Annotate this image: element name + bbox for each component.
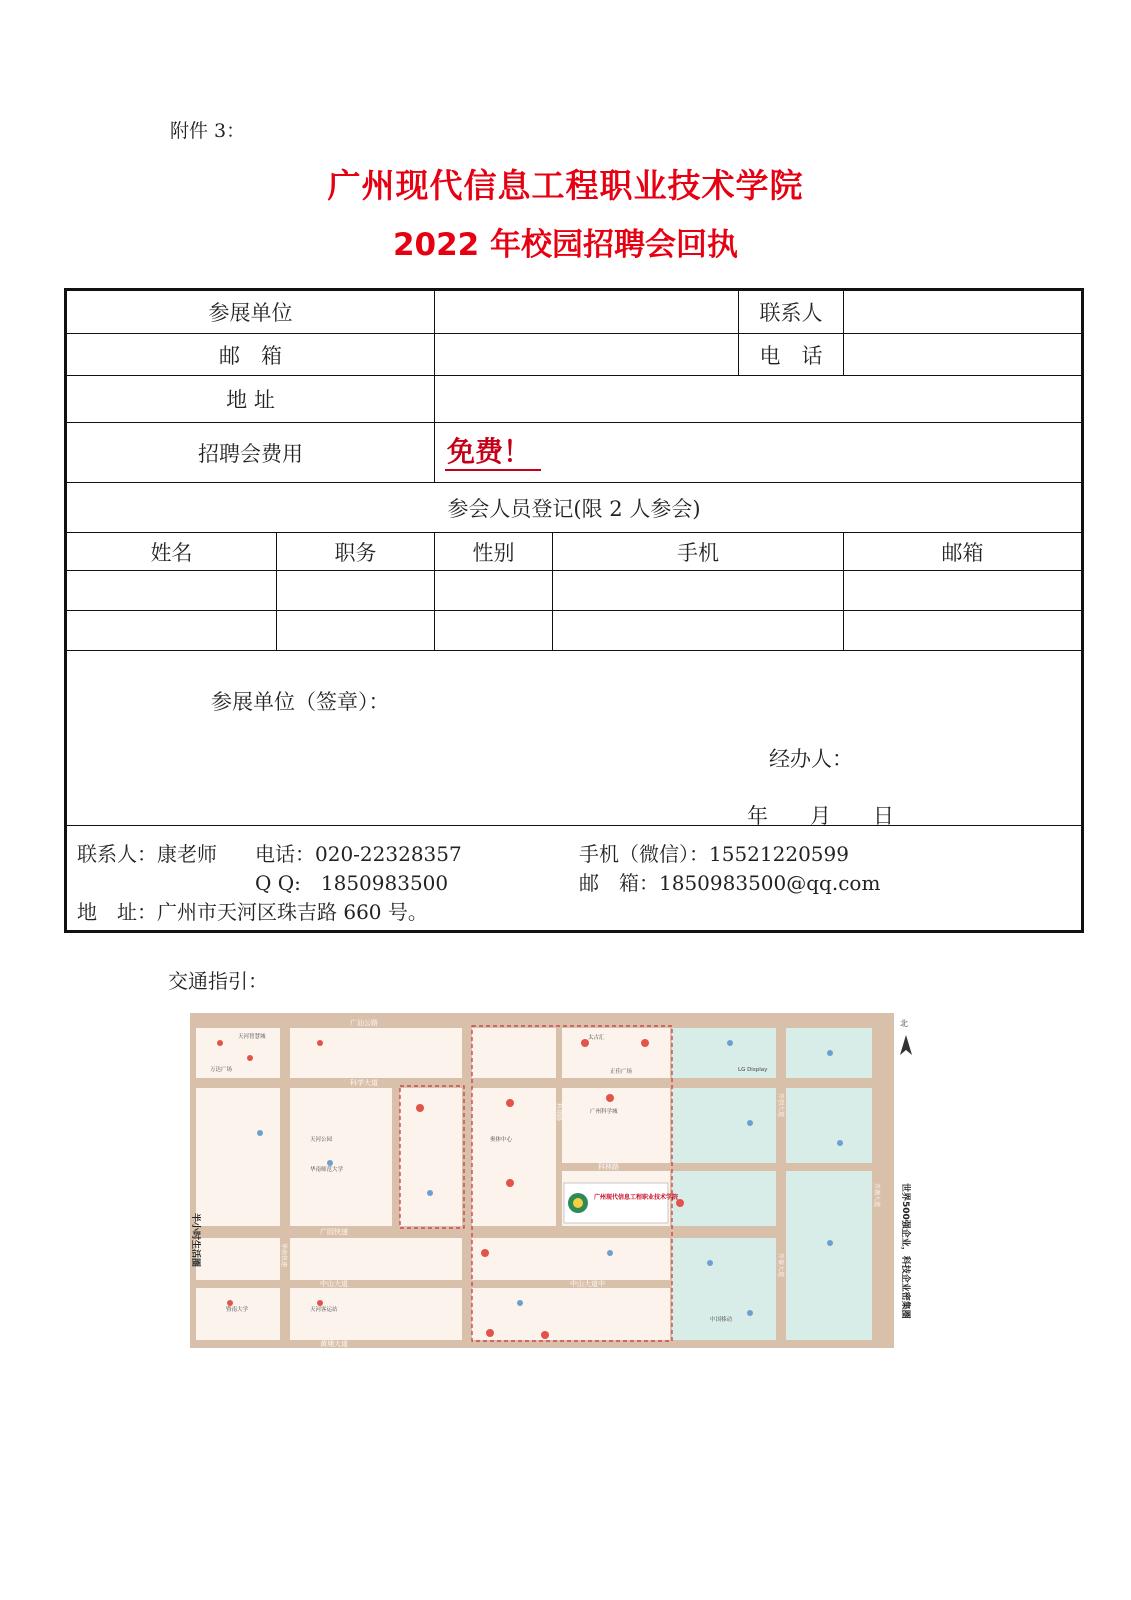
attendee-name-field[interactable] xyxy=(66,611,277,651)
place-label: 华南师范大学 xyxy=(310,1167,344,1173)
contact-person: 联系人：康老师 xyxy=(77,842,217,866)
attendee-mobile-field[interactable] xyxy=(553,571,844,611)
map-block xyxy=(672,1088,776,1163)
signature-area[interactable] xyxy=(66,651,1083,826)
school-name: 广州现代信息工程职业技术学院 xyxy=(594,1194,679,1201)
place-label: 暨南大学 xyxy=(226,1307,249,1313)
contact-address: 地 址：广州市天河区珠吉路 660 号。 xyxy=(77,900,428,924)
map-block xyxy=(672,1171,776,1226)
attendee-row xyxy=(66,571,1083,611)
contact-email: 邮 箱：1850983500@qq.com xyxy=(579,871,881,895)
fee-label: 招聘会费用 xyxy=(66,423,435,483)
contact-info xyxy=(66,826,1083,932)
attachment-label: 附件 3： xyxy=(170,120,246,142)
email-label: 邮 箱 xyxy=(66,334,435,376)
document-subtitle: 2022 年校园招聘会回执 xyxy=(392,227,739,263)
exhibitor-label: 参展单位 xyxy=(66,290,435,334)
map-block xyxy=(400,1088,462,1226)
north-arrow-icon xyxy=(900,1035,912,1055)
place-label: LG Display xyxy=(738,1067,768,1073)
contact-person-field[interactable] xyxy=(844,290,1083,334)
map-block xyxy=(290,1088,392,1226)
north-label: 北 xyxy=(900,1019,908,1028)
attendee-position-field[interactable] xyxy=(277,611,435,651)
attendee-header: 参会人员登记(限 2 人参会) xyxy=(66,483,1083,533)
exhibitor-field[interactable] xyxy=(435,290,739,334)
road-label: 开创大道 xyxy=(777,1093,784,1118)
document-title: 广州现代信息工程职业技术学院 xyxy=(327,166,804,205)
handler-label: 经办人： xyxy=(769,747,853,771)
attendee-email-field[interactable] xyxy=(844,611,1083,651)
place-label: 广州科学城 xyxy=(590,1109,618,1115)
road-label: 开泰大道 xyxy=(777,1253,784,1278)
address-field[interactable] xyxy=(435,376,1083,423)
attendee-row xyxy=(66,611,1083,651)
map-block xyxy=(786,1171,872,1340)
email-field[interactable] xyxy=(435,334,739,376)
traffic-map xyxy=(190,1013,918,1348)
map-block xyxy=(472,1028,556,1078)
phone-field[interactable] xyxy=(844,334,1083,376)
place-label: 天河智慧城 xyxy=(238,1034,266,1040)
left-caption: 半小时生活圈 xyxy=(190,1213,200,1268)
map-block xyxy=(472,1288,670,1340)
phone-label: 电 话 xyxy=(739,334,844,376)
traffic-label: 交通指引： xyxy=(168,969,268,993)
map-block xyxy=(196,1288,280,1340)
map-block xyxy=(672,1238,776,1340)
road-label: 中山大道 xyxy=(320,1280,348,1288)
contact-tel: 电话：020-22328357 xyxy=(255,842,462,866)
date-label: 年 月 日 xyxy=(747,804,894,828)
map-block xyxy=(290,1028,462,1078)
map-block xyxy=(196,1238,280,1280)
place-label: 中国移动 xyxy=(710,1317,733,1323)
road-label: 广园快速 xyxy=(320,1228,348,1236)
attendee-mobile-field[interactable] xyxy=(553,611,844,651)
map-block xyxy=(786,1088,872,1163)
road-label: 科翔路 xyxy=(555,1103,562,1122)
place-label: 正佳广场 xyxy=(610,1069,633,1075)
receipt-form xyxy=(64,288,1084,933)
attendee-position-field[interactable] xyxy=(277,571,435,611)
school-marker xyxy=(564,1183,668,1223)
map-block xyxy=(472,1088,556,1226)
column-mobile: 手机 xyxy=(553,533,844,571)
map-block xyxy=(196,1088,280,1226)
road-label: 开源大道 xyxy=(873,1183,880,1208)
place-label: 太古汇 xyxy=(588,1035,605,1041)
column-gender: 性别 xyxy=(435,533,553,571)
road-label: 科林路 xyxy=(598,1163,619,1171)
column-position: 职务 xyxy=(277,533,435,571)
contact-person-label: 联系人 xyxy=(739,290,844,334)
road-label: 广汕公路 xyxy=(350,1019,378,1027)
attendee-gender-field[interactable] xyxy=(435,571,553,611)
place-label: 万达广场 xyxy=(210,1067,233,1073)
map-block xyxy=(290,1288,462,1340)
place-label: 天河公园 xyxy=(310,1137,333,1143)
column-email: 邮箱 xyxy=(844,533,1083,571)
map-block xyxy=(472,1238,670,1280)
seal-label: 参展单位（签章）： xyxy=(211,690,390,714)
road-label: 黄埔大道 xyxy=(320,1340,348,1348)
road-label: 华南快速 xyxy=(280,1243,287,1268)
contact-qq: Q Q: 1850983500 xyxy=(255,871,449,895)
attendee-name-field[interactable] xyxy=(66,571,277,611)
place-label: 奥体中心 xyxy=(490,1137,513,1143)
road-label: 中山大道中 xyxy=(570,1280,605,1288)
column-name: 姓名 xyxy=(66,533,277,571)
right-caption: 世界500强企业，科技企业密集圈 xyxy=(900,1183,910,1319)
place-label: 天河客运站 xyxy=(310,1307,338,1313)
road-label: 科学大道 xyxy=(350,1079,378,1087)
map-block xyxy=(562,1088,670,1163)
attendee-gender-field[interactable] xyxy=(435,611,553,651)
address-label: 地 址 xyxy=(66,376,435,423)
attendee-email-field[interactable] xyxy=(844,571,1083,611)
contact-mobile: 手机（微信）：15521220599 xyxy=(579,842,849,866)
fee-value: 免费！ xyxy=(445,435,541,471)
map-block xyxy=(290,1238,462,1280)
